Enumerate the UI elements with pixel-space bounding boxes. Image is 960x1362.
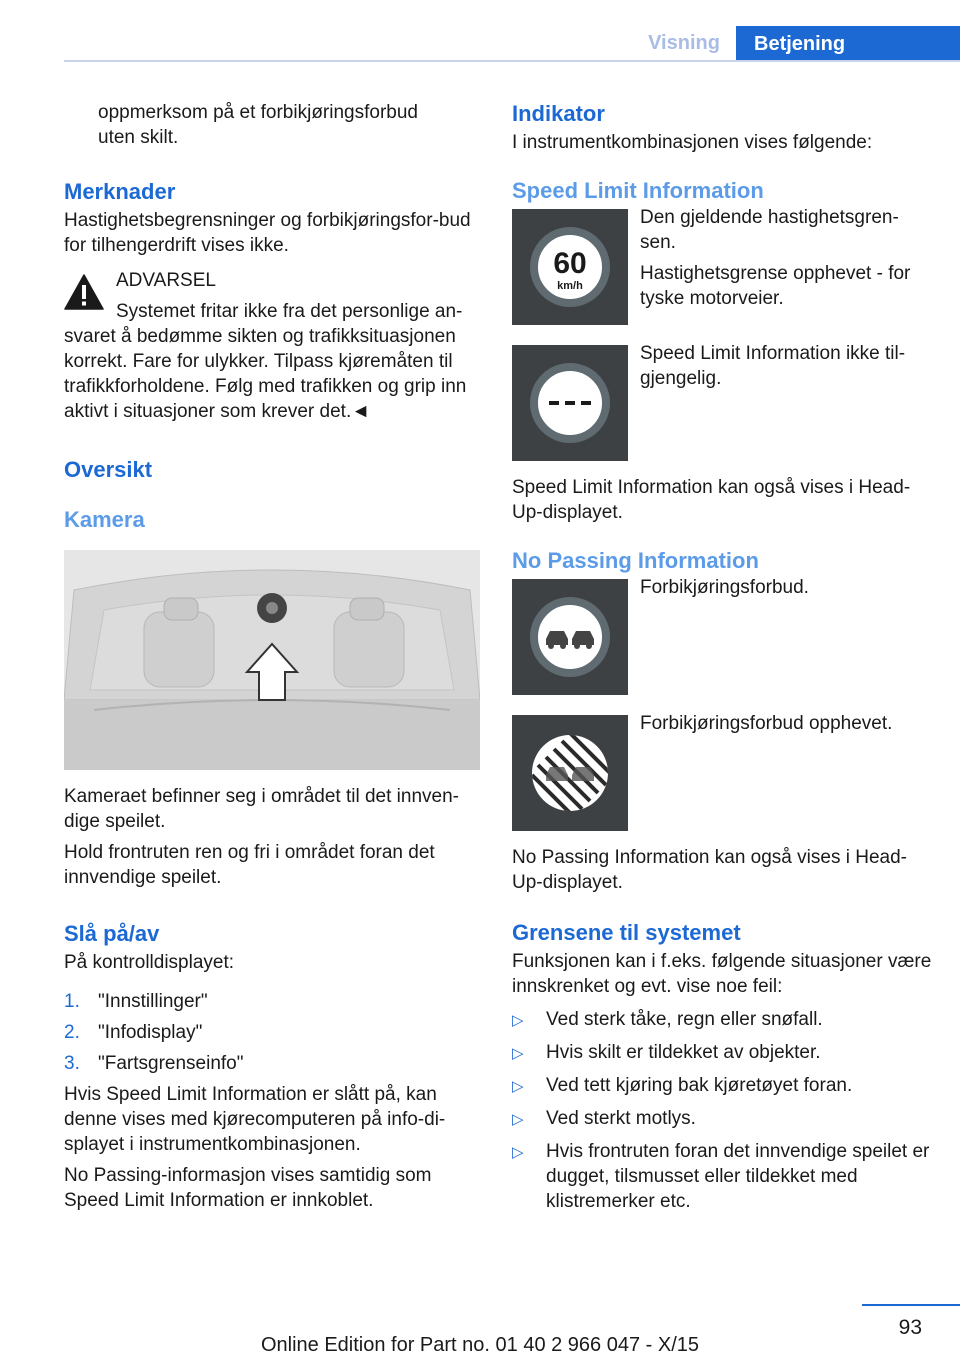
indikator-text: I instrumentkombinasjonen vises følgende: [512, 132, 873, 153]
footer-divider [862, 1304, 960, 1306]
step-text: "Innstillinger" [98, 991, 208, 1012]
tab-betjening[interactable]: Betjening [736, 26, 960, 62]
warning-block [64, 268, 482, 424]
grensene-text: Funksjonen kan i f.eks. følgende situasjoner være innskrenket og evt. vise noe feil: [512, 951, 932, 997]
npi-text-1: Forbikjøringsforbud. [640, 577, 809, 598]
step-number: 3. [64, 1053, 80, 1074]
step-text: "Fartsgrenseinfo" [98, 1053, 244, 1074]
step-text: "Infodisplay" [98, 1022, 203, 1043]
list-item [512, 1040, 932, 1066]
sli-text-3: Speed Limit Information ikke til‐gjengelig. [640, 343, 906, 389]
bullet-triangle-icon: ▷ [512, 1078, 524, 1095]
sli-row-2 [512, 345, 932, 461]
limitations-list [512, 1007, 932, 1214]
intro-line: oppmerksom på et forbikjøringsforbud uten skilt. [98, 102, 418, 148]
no-passing-ended-sign [512, 715, 628, 831]
bullet-text: Ved tett kjøring bak kjøretøyet foran. [546, 1075, 853, 1096]
sign-60-unit: km/h [557, 280, 583, 292]
camera-caption-2: Hold frontruten ren og fri i området foran det innvendige speilet. [64, 842, 435, 888]
no-passing-sign [512, 579, 628, 695]
speed-limit-sign-icon [512, 209, 628, 325]
steps-list [64, 989, 482, 1076]
list-item [512, 1073, 932, 1099]
kamera-heading: Kamera [64, 507, 145, 532]
bullet-text: Hvis skilt er tildekket av objekter. [546, 1042, 821, 1063]
warning-text: svaret å bedømme sikten og trafikksituasjonen korrekt. Fare for ulykker. Tilpass kjøremåten til trafikkforholdene. Følg med trafikken og grip inn aktivt i situasjoner som krever det.◄ [64, 326, 467, 422]
bullet-text: Hvis frontruten foran det innvendige speilet er dugget, tilsmusset eller tildekket med klistremerker etc. [546, 1141, 930, 1212]
sli-hud-text: Speed Limit Information kan også vises i Head-Up-displayet. [512, 477, 911, 523]
sla-heading: Slå på/av [64, 921, 160, 946]
step-number: 1. [64, 991, 80, 1012]
bullet-text: Ved sterkt motlys. [546, 1108, 696, 1129]
sli-heading: Speed Limit Information [512, 178, 764, 203]
list-item [64, 989, 482, 1014]
oversikt-heading: Oversikt [64, 457, 153, 482]
edition-text: Online Edition for Part no. 01 40 2 966 047 - X/15 [260, 1334, 700, 1356]
camera-location-illustration [64, 550, 480, 770]
npi-row-1 [512, 579, 932, 695]
bullet-triangle-icon: ▷ [512, 1045, 524, 1062]
merknader-heading: Merknader [64, 179, 176, 204]
sign-60-number: 60 [553, 247, 587, 280]
list-item [512, 1106, 932, 1132]
sla-text-1: Hvis Speed Limit Information er slått på, kan denne vises med kjørecomputeren på info-di‐splayet i instrumentkombinasjonen. [64, 1084, 446, 1155]
no-passing-ended-icon [512, 715, 628, 831]
list-item [64, 1051, 482, 1076]
npi-hud-text: No Passing Information kan også vises i Head-Up-displayet. [512, 847, 907, 893]
npi-text-2: Forbikjøringsforbud opphevet. [640, 713, 893, 734]
speed-limit-unavailable-sign [512, 345, 628, 461]
sla-intro: På kontrolldisplayet: [64, 952, 235, 973]
warning-text-first: Systemet fritar ikke fra det personlige an‐ [116, 301, 463, 322]
page-number: 93 [898, 1316, 922, 1339]
warning-title: ADVARSEL [116, 270, 216, 291]
left-column [64, 100, 482, 1213]
sli-text-1: Den gjeldende hastighetsgren‐sen. [640, 207, 899, 253]
sli-text-2: Hastighetsgrense opphevet - for tyske motorveier. [640, 263, 911, 309]
npi-row-2 [512, 715, 932, 831]
bullet-triangle-icon: ▷ [512, 1012, 524, 1029]
bullet-text: Ved sterk tåke, regn eller snøfall. [546, 1009, 823, 1030]
header-divider [64, 60, 960, 62]
right-column [512, 100, 932, 1221]
grensene-heading: Grensene til systemet [512, 920, 741, 945]
sla-text-2: No Passing-informasjon vises samtidig som Speed Limit Information er innkoblet. [64, 1165, 432, 1211]
bullet-triangle-icon: ▷ [512, 1144, 524, 1161]
tab-visning[interactable]: Visning [648, 31, 720, 54]
npi-heading: No Passing Information [512, 548, 759, 573]
camera-caption-1: Kameraet befinner seg i området til det innven‐dige speilet. [64, 786, 459, 832]
speed-limit-60-sign [512, 209, 628, 325]
list-item [64, 1020, 482, 1045]
bullet-triangle-icon: ▷ [512, 1111, 524, 1128]
car-interior-icon [64, 550, 480, 770]
merknader-text: Hastighetsbegrensninger og forbikjøringsfor‐bud for tilhengerdrift vises ikke. [64, 210, 471, 256]
list-item [512, 1139, 932, 1214]
step-number: 2. [64, 1022, 80, 1043]
warning-triangle-icon [64, 274, 104, 310]
dashes-sign-icon [512, 345, 628, 461]
no-passing-icon [512, 579, 628, 695]
list-item [512, 1007, 932, 1033]
indikator-heading: Indikator [512, 101, 605, 126]
sli-row-1 [512, 209, 932, 325]
